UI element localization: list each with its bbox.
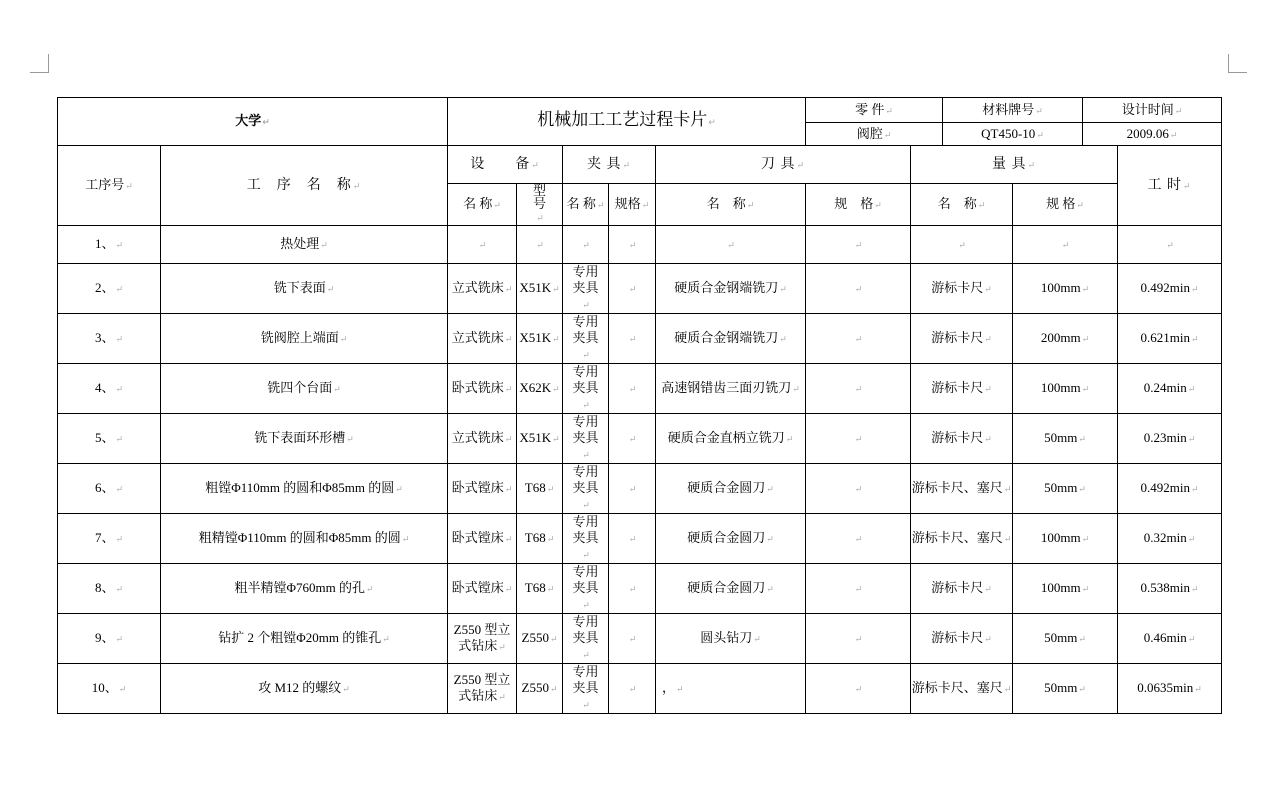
cell-fixture-name: 专用夹具 ↵ [563, 464, 609, 514]
cell-equipment-name [448, 226, 517, 264]
cell-gauge-name: 游标卡尺 ↵ [911, 264, 1013, 314]
cell-tool-spec [806, 514, 911, 564]
page-corner-mark [1228, 54, 1247, 73]
col-eq-name: 名 称 ↵ [448, 184, 517, 226]
cell-fixture-spec [609, 564, 656, 614]
table-row [58, 464, 1222, 514]
cell-tool-name: 硬质合金圆刀 ↵ [656, 514, 806, 564]
cell-equipment-name: 卧式铣床 ↵ [448, 364, 517, 414]
cell-equipment-name: Z550 型立式钻床 ↵ [448, 614, 517, 664]
table-row [58, 514, 1222, 564]
cell-equipment-model: X51K ↵ [517, 314, 563, 364]
cell-tool-spec [806, 614, 911, 664]
table-row [58, 414, 1222, 464]
cell-process-name: 铣阀腔上端面 ↵ [161, 314, 448, 364]
cell-tool-name: ， ↵ [656, 664, 806, 714]
process-table [57, 145, 1222, 714]
cell-work-time: 0.32min ↵ [1118, 514, 1222, 564]
cell-fixture-name: 专用夹具 ↵ [563, 264, 609, 314]
cell-process-name: 铣下表面 ↵ [161, 264, 448, 314]
cell-equipment-model: X51K ↵ [517, 264, 563, 314]
cell-gauge-spec: 50mm ↵ [1013, 414, 1118, 464]
cell-seq: 8、 ↵ [58, 564, 161, 614]
cell-tool-name: 硬质合金直柄立铣刀 ↵ [656, 414, 806, 464]
card-title: 机械加工工艺过程卡片 ↵ [448, 98, 806, 146]
table-row [58, 314, 1222, 364]
date-label: 设计时间 ↵ [1083, 98, 1222, 123]
cell-work-time: 0.46min ↵ [1118, 614, 1222, 664]
cell-gauge-name: 游标卡尺 ↵ [911, 414, 1013, 464]
cell-seq: 9、 ↵ [58, 614, 161, 664]
cell-tool-name [656, 226, 806, 264]
cell-tool-spec [806, 264, 911, 314]
cell-equipment-model: T68 ↵ [517, 564, 563, 614]
cell-seq: 10、 ↵ [58, 664, 161, 714]
cell-equipment-model [517, 226, 563, 264]
col-name: 工 序 名 称 ↵ [161, 146, 448, 226]
cell-equipment-model: X51K ↵ [517, 414, 563, 464]
cell-process-name: 铣下表面环形槽 ↵ [161, 414, 448, 464]
part-label: 零 件 ↵ [806, 98, 943, 123]
school-name: 大学 ↵ [58, 98, 448, 146]
col-fx-spec: 规格 ↵ [609, 184, 656, 226]
cell-tool-name: 硬质合金钢端铣刀 ↵ [656, 314, 806, 364]
cell-tool-spec [806, 364, 911, 414]
cell-gauge-name: 游标卡尺、塞尺 ↵ [911, 514, 1013, 564]
cell-equipment-model: T68 ↵ [517, 464, 563, 514]
cell-gauge-name [911, 226, 1013, 264]
cell-work-time: 0.492min ↵ [1118, 464, 1222, 514]
col-tool: 刀 具 ↵ [656, 146, 911, 184]
cell-fixture-name: 专用夹具 ↵ [563, 364, 609, 414]
cell-process-name: 攻 M12 的螺纹 ↵ [161, 664, 448, 714]
cell-gauge-name: 游标卡尺、塞尺 ↵ [911, 664, 1013, 714]
cell-fixture-spec [609, 264, 656, 314]
cell-gauge-name: 游标卡尺 ↵ [911, 314, 1013, 364]
cell-equipment-name: 卧式镗床 ↵ [448, 514, 517, 564]
col-seq: 工序号 ↵ [58, 146, 161, 226]
cell-tool-spec [806, 664, 911, 714]
cell-process-name: 粗半精镗Φ760mm 的孔 ↵ [161, 564, 448, 614]
cell-work-time: 0.0635min ↵ [1118, 664, 1222, 714]
cell-fixture-name: 专用夹具 ↵ [563, 564, 609, 614]
cell-work-time: 0.23min ↵ [1118, 414, 1222, 464]
cell-fixture-name: 专用夹具 ↵ [563, 314, 609, 364]
cell-seq: 6、 ↵ [58, 464, 161, 514]
cell-fixture-spec [609, 414, 656, 464]
cell-process-name: 钻扩 2 个粗镗Φ20mm 的锥孔 ↵ [161, 614, 448, 664]
cell-gauge-spec: 100mm ↵ [1013, 564, 1118, 614]
col-eq-model: 型号 ↵ [517, 184, 563, 226]
cell-seq: 5、 ↵ [58, 414, 161, 464]
cell-tool-name: 高速钢错齿三面刃铣刀 ↵ [656, 364, 806, 414]
cell-equipment-model: X62K ↵ [517, 364, 563, 414]
cell-tool-spec [806, 464, 911, 514]
cell-work-time: 0.621min ↵ [1118, 314, 1222, 364]
part-value: 阀腔 ↵ [806, 123, 943, 146]
cell-gauge-spec: 100mm ↵ [1013, 364, 1118, 414]
cell-equipment-name: 立式铣床 ↵ [448, 264, 517, 314]
table-row [58, 614, 1222, 664]
cell-gauge-name: 游标卡尺 ↵ [911, 614, 1013, 664]
page-corner-mark [30, 54, 49, 73]
cell-seq: 3、 ↵ [58, 314, 161, 364]
cell-process-name: 粗镗Φ110mm 的圆和Φ85mm 的圆 ↵ [161, 464, 448, 514]
cell-fixture-spec [609, 464, 656, 514]
cell-gauge-name: 游标卡尺、塞尺 ↵ [911, 464, 1013, 514]
col-tl-spec: 规 格 ↵ [806, 184, 911, 226]
cell-tool-name: 硬质合金圆刀 ↵ [656, 464, 806, 514]
material-value: QT450-10 ↵ [943, 123, 1083, 146]
cell-seq: 2、 ↵ [58, 264, 161, 314]
cell-fixture-spec [609, 364, 656, 414]
cell-process-name: 铣四个台面 ↵ [161, 364, 448, 414]
cell-tool-spec [806, 314, 911, 364]
table-row [58, 564, 1222, 614]
cell-fixture-name: 专用夹具 ↵ [563, 414, 609, 464]
cell-tool-name: 圆头钻刀 ↵ [656, 614, 806, 664]
cell-gauge-spec: 50mm ↵ [1013, 464, 1118, 514]
cell-gauge-spec: 50mm ↵ [1013, 614, 1118, 664]
cell-fixture-spec [609, 314, 656, 364]
date-value: 2009.06 ↵ [1083, 123, 1222, 146]
material-label: 材料牌号 ↵ [943, 98, 1083, 123]
cell-fixture-spec [609, 226, 656, 264]
col-time: 工 时 ↵ [1118, 146, 1222, 226]
cell-equipment-model: Z550 ↵ [517, 614, 563, 664]
cell-gauge-spec [1013, 226, 1118, 264]
cell-equipment-name: 卧式镗床 ↵ [448, 464, 517, 514]
cell-tool-spec [806, 226, 911, 264]
cell-work-time: 0.492min ↵ [1118, 264, 1222, 314]
cell-seq: 1、 ↵ [58, 226, 161, 264]
cell-fixture-name: 专用夹具 ↵ [563, 664, 609, 714]
col-tl-name: 名 称 ↵ [656, 184, 806, 226]
cell-process-name: 粗精镗Φ110mm 的圆和Φ85mm 的圆 ↵ [161, 514, 448, 564]
table-row [58, 226, 1222, 264]
cell-equipment-model: Z550 ↵ [517, 664, 563, 714]
table-row [58, 664, 1222, 714]
cell-fixture-name [563, 226, 609, 264]
table-row [58, 264, 1222, 314]
cell-seq: 4、 ↵ [58, 364, 161, 414]
cell-fixture-name: 专用夹具 ↵ [563, 514, 609, 564]
cell-equipment-name: 立式铣床 ↵ [448, 414, 517, 464]
cell-gauge-spec: 200mm ↵ [1013, 314, 1118, 364]
col-equipment: 设 备 ↵ [448, 146, 563, 184]
cell-seq: 7、 ↵ [58, 514, 161, 564]
cell-work-time: 0.538min ↵ [1118, 564, 1222, 614]
cell-equipment-name: 立式铣床 ↵ [448, 314, 517, 364]
table-row [58, 364, 1222, 414]
cell-equipment-model: T68 ↵ [517, 514, 563, 564]
cell-work-time [1118, 226, 1222, 264]
col-gauge: 量 具 ↵ [911, 146, 1118, 184]
cell-gauge-name: 游标卡尺 ↵ [911, 364, 1013, 414]
cell-fixture-spec [609, 664, 656, 714]
cell-equipment-name: Z550 型立式钻床 ↵ [448, 664, 517, 714]
cell-gauge-spec: 50mm ↵ [1013, 664, 1118, 714]
cell-gauge-spec: 100mm ↵ [1013, 514, 1118, 564]
cell-tool-spec [806, 564, 911, 614]
col-fx-name: 名 称 ↵ [563, 184, 609, 226]
cell-fixture-spec [609, 514, 656, 564]
cell-tool-name: 硬质合金圆刀 ↵ [656, 564, 806, 614]
cell-gauge-spec: 100mm ↵ [1013, 264, 1118, 314]
card-header-table [57, 97, 1222, 146]
cell-work-time: 0.24min ↵ [1118, 364, 1222, 414]
cell-gauge-name: 游标卡尺 ↵ [911, 564, 1013, 614]
cell-fixture-name: 专用夹具 ↵ [563, 614, 609, 664]
cell-equipment-name: 卧式镗床 ↵ [448, 564, 517, 614]
cell-tool-name: 硬质合金钢端铣刀 ↵ [656, 264, 806, 314]
col-fixture: 夹 具 ↵ [563, 146, 656, 184]
cell-process-name: 热处理 ↵ [161, 226, 448, 264]
cell-fixture-spec [609, 614, 656, 664]
cell-tool-spec [806, 414, 911, 464]
col-gg-name: 名 称 ↵ [911, 184, 1013, 226]
col-gg-spec: 规 格 ↵ [1013, 184, 1118, 226]
